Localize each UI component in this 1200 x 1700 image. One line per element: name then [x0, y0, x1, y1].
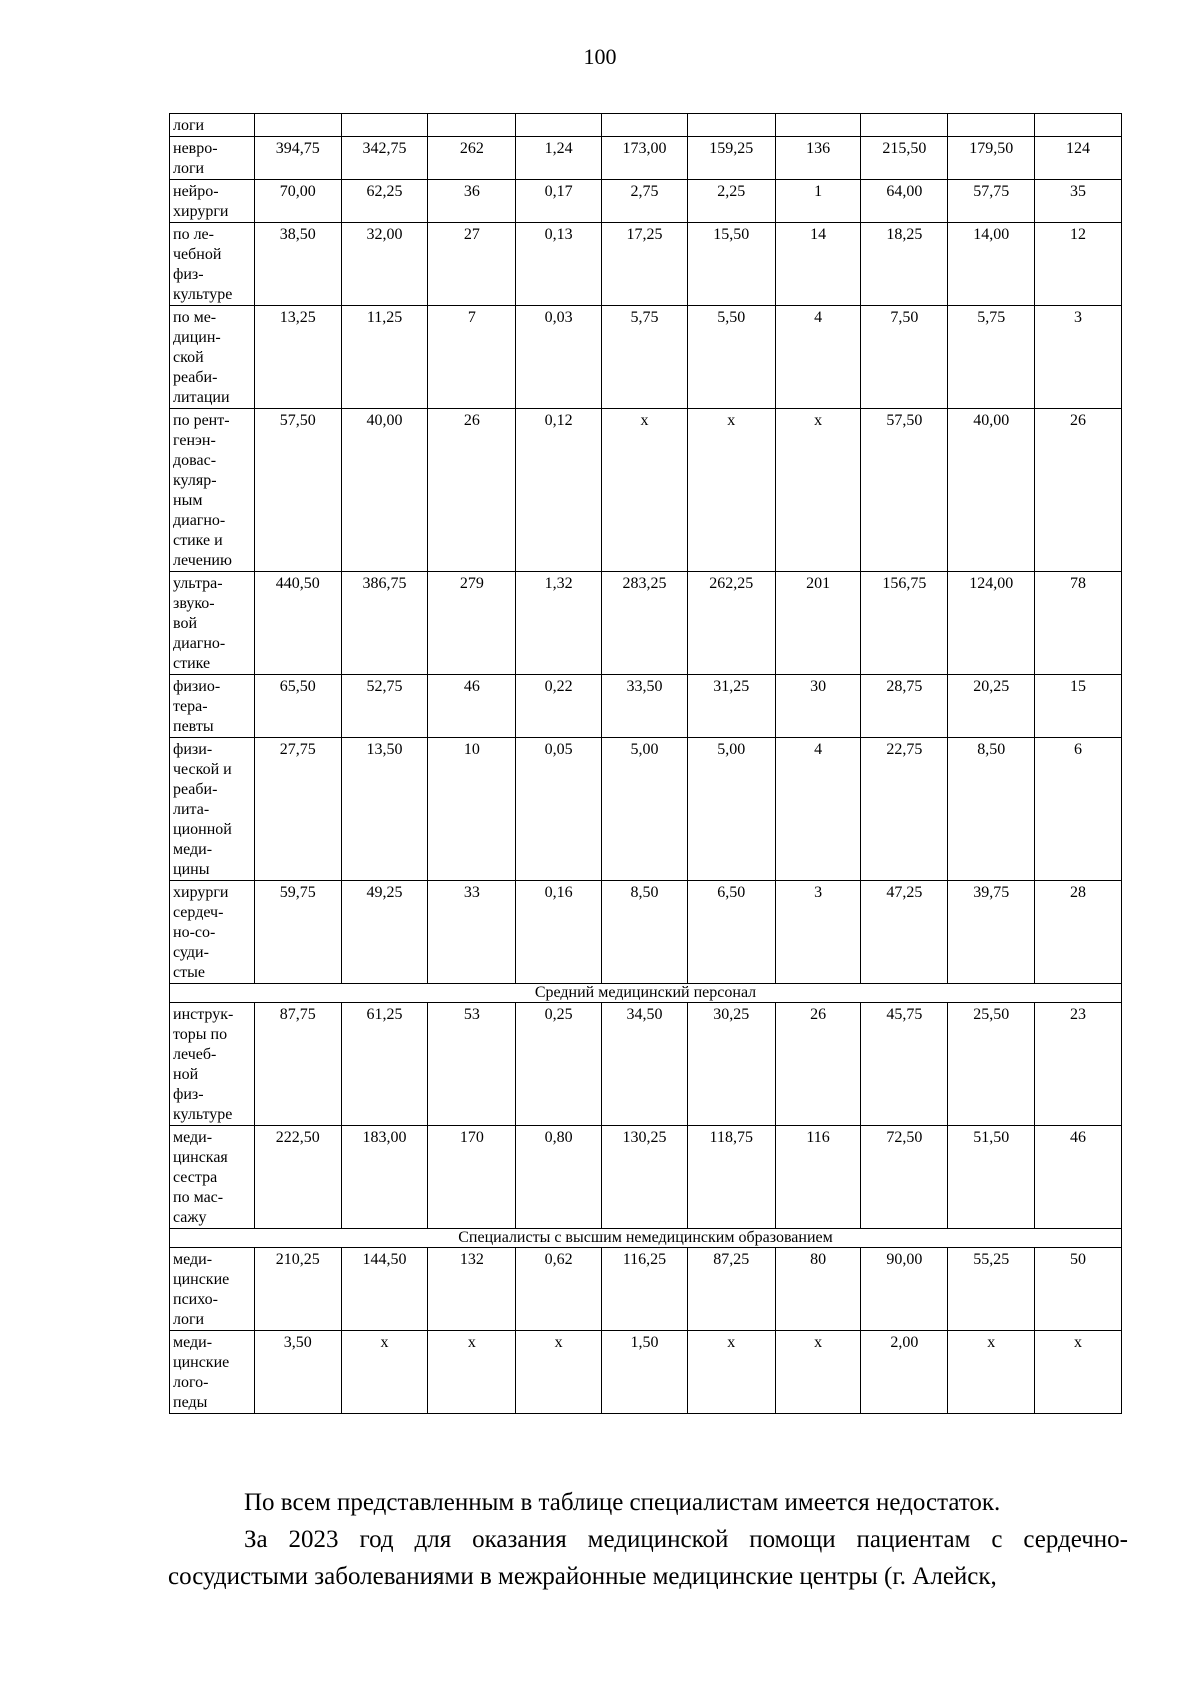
table-cell: 4 [775, 738, 861, 881]
table-cell: 170 [428, 1126, 516, 1229]
table-cell: 57,50 [254, 409, 341, 572]
table-cell: х [775, 1331, 861, 1414]
table-row [170, 1126, 1122, 1229]
table-cell: 262,25 [687, 572, 775, 675]
table-cell: 45,75 [861, 1003, 948, 1126]
table-cell: 57,50 [861, 409, 948, 572]
table-cell: 61,25 [341, 1003, 428, 1126]
table-cell: 65,50 [254, 675, 341, 738]
table-cell: 222,50 [254, 1126, 341, 1229]
table-cell: х [1035, 1331, 1122, 1414]
table-cell: 132 [428, 1248, 516, 1331]
table-cell: 52,75 [341, 675, 428, 738]
table-cell: х [428, 1331, 516, 1414]
table-cell: 136 [775, 137, 861, 180]
table-cell: 3 [775, 881, 861, 984]
table-cell: 51,50 [948, 1126, 1035, 1229]
table-cell [341, 114, 428, 137]
table-cell [602, 114, 688, 137]
table-cell: х [775, 409, 861, 572]
table-row [170, 137, 1122, 180]
table-cell: 0,80 [516, 1126, 602, 1229]
row-label: инструк- торы по лечеб- ной физ- культуре [170, 1003, 255, 1126]
table-cell: 116 [775, 1126, 861, 1229]
table-cell: 15,50 [687, 223, 775, 306]
table-cell: 10 [428, 738, 516, 881]
table-cell [254, 114, 341, 137]
table-cell: 87,75 [254, 1003, 341, 1126]
table-cell: 40,00 [948, 409, 1035, 572]
table-cell [687, 114, 775, 137]
row-label: по ле- чебной физ- культуре [170, 223, 255, 306]
table-row [170, 114, 1122, 137]
table-cell: 46 [428, 675, 516, 738]
row-label: меди- цинские психо- логи [170, 1248, 255, 1331]
table-cell: 33 [428, 881, 516, 984]
table-cell: 90,00 [861, 1248, 948, 1331]
table-cell: 210,25 [254, 1248, 341, 1331]
table-cell: 14 [775, 223, 861, 306]
table-cell: 5,75 [602, 306, 688, 409]
table-cell: 156,75 [861, 572, 948, 675]
table-cell: х [948, 1331, 1035, 1414]
table-cell: 283,25 [602, 572, 688, 675]
table-cell: 5,50 [687, 306, 775, 409]
table-cell: 1,32 [516, 572, 602, 675]
table-cell: 5,00 [602, 738, 688, 881]
table-cell: 28,75 [861, 675, 948, 738]
table-cell: 72,50 [861, 1126, 948, 1229]
table-cell: 2,75 [602, 180, 688, 223]
table-row [170, 223, 1122, 306]
row-label: невро- логи [170, 137, 255, 180]
table-cell: 215,50 [861, 137, 948, 180]
paragraph-shortage: По всем представленным в таблице специалистам имеется недостаток. [244, 1489, 1001, 1516]
table-cell: 64,00 [861, 180, 948, 223]
table-cell: 3 [1035, 306, 1122, 409]
table-cell: 0,17 [516, 180, 602, 223]
staffing-table [169, 113, 1122, 1414]
table-cell [1035, 114, 1122, 137]
table-row [170, 1248, 1122, 1331]
table-cell: 27,75 [254, 738, 341, 881]
table-cell: 80 [775, 1248, 861, 1331]
table-cell: 8,50 [602, 881, 688, 984]
table-cell: 0,22 [516, 675, 602, 738]
table-cell: 50 [1035, 1248, 1122, 1331]
table-cell: 25,50 [948, 1003, 1035, 1126]
row-label: нейро- хирурги [170, 180, 255, 223]
table-cell: 2,00 [861, 1331, 948, 1414]
table-cell: 116,25 [602, 1248, 688, 1331]
table-cell: 5,75 [948, 306, 1035, 409]
table-cell: 0,12 [516, 409, 602, 572]
table-cell: 38,50 [254, 223, 341, 306]
table-cell: 124 [1035, 137, 1122, 180]
table-cell: 6,50 [687, 881, 775, 984]
table-cell: 32,00 [341, 223, 428, 306]
table-cell: 39,75 [948, 881, 1035, 984]
table-cell: 27 [428, 223, 516, 306]
table-cell: 11,25 [341, 306, 428, 409]
row-label: меди- цинские лого- педы [170, 1331, 255, 1414]
table-row [170, 738, 1122, 881]
row-label: меди- цинская сестра по мас- сажу [170, 1126, 255, 1229]
table-cell [861, 114, 948, 137]
table-cell: 201 [775, 572, 861, 675]
table-cell: 78 [1035, 572, 1122, 675]
table-cell: 35 [1035, 180, 1122, 223]
table-row [170, 1003, 1122, 1126]
section-header-row [170, 984, 1122, 1003]
table-cell: 23 [1035, 1003, 1122, 1126]
table-cell: 26 [775, 1003, 861, 1126]
table-cell: 22,75 [861, 738, 948, 881]
paragraph-2023: За 2023 год для оказания медицинской помощи пациентам с сердечно-сосудистыми заболеваниями в межрайонные медицинские центры (г. Алейск, [168, 1526, 1128, 1590]
table-cell [948, 114, 1035, 137]
table-cell: 5,00 [687, 738, 775, 881]
table-cell: 47,25 [861, 881, 948, 984]
table-cell [428, 114, 516, 137]
row-label: по рент- генэн- довас- куляр- ным диагно- стике и лечению [170, 409, 255, 572]
table-cell: 34,50 [602, 1003, 688, 1126]
table-cell: 26 [428, 409, 516, 572]
table-row [170, 675, 1122, 738]
table-cell: 18,25 [861, 223, 948, 306]
table-cell: 0,13 [516, 223, 602, 306]
table-cell: 7,50 [861, 306, 948, 409]
table-cell: 49,25 [341, 881, 428, 984]
table-cell: 62,25 [341, 180, 428, 223]
table-cell: 124,00 [948, 572, 1035, 675]
table-cell: 440,50 [254, 572, 341, 675]
table-cell: 59,75 [254, 881, 341, 984]
table-cell: 53 [428, 1003, 516, 1126]
table-row [170, 409, 1122, 572]
table-cell [775, 114, 861, 137]
table-cell: 87,25 [687, 1248, 775, 1331]
table-cell: 13,50 [341, 738, 428, 881]
row-label: физио- тера- певты [170, 675, 255, 738]
table-cell: 6 [1035, 738, 1122, 881]
row-label: ультра- звуко- вой диагно- стике [170, 572, 255, 675]
table-cell: х [687, 1331, 775, 1414]
table-cell: 3,50 [254, 1331, 341, 1414]
table-cell: х [687, 409, 775, 572]
table-cell: 4 [775, 306, 861, 409]
table-cell: х [516, 1331, 602, 1414]
section-header: Средний медицинский персонал [170, 984, 1122, 1003]
page-number: 100 [583, 44, 617, 69]
table-cell: 0,62 [516, 1248, 602, 1331]
table-row [170, 572, 1122, 675]
table-cell: 144,50 [341, 1248, 428, 1331]
section-header-row [170, 1229, 1122, 1248]
table-cell: 57,75 [948, 180, 1035, 223]
table-cell: 20,25 [948, 675, 1035, 738]
table-cell: 394,75 [254, 137, 341, 180]
table-row [170, 1331, 1122, 1414]
table-cell: 386,75 [341, 572, 428, 675]
table-cell: 70,00 [254, 180, 341, 223]
table-cell: 30,25 [687, 1003, 775, 1126]
table-cell: 30 [775, 675, 861, 738]
table-cell: 26 [1035, 409, 1122, 572]
row-label: логи [170, 114, 255, 137]
table-cell: 130,25 [602, 1126, 688, 1229]
table-cell: 31,25 [687, 675, 775, 738]
table-cell: 28 [1035, 881, 1122, 984]
table-cell: 36 [428, 180, 516, 223]
table-cell: 1,50 [602, 1331, 688, 1414]
table-cell: 0,25 [516, 1003, 602, 1126]
section-header: Специалисты с высшим немедицинским образованием [170, 1229, 1122, 1248]
table-cell: 2,25 [687, 180, 775, 223]
table-cell: 55,25 [948, 1248, 1035, 1331]
table-cell: 342,75 [341, 137, 428, 180]
table-cell: 262 [428, 137, 516, 180]
table-cell: 173,00 [602, 137, 688, 180]
table-cell: 118,75 [687, 1126, 775, 1229]
row-label: физи- ческой и реаби- лита- ционной меди- цины [170, 738, 255, 881]
table-cell: 1 [775, 180, 861, 223]
table-cell: 46 [1035, 1126, 1122, 1229]
table-cell: 15 [1035, 675, 1122, 738]
table-cell [516, 114, 602, 137]
table-cell: 33,50 [602, 675, 688, 738]
table-cell: 0,05 [516, 738, 602, 881]
table-cell: х [602, 409, 688, 572]
table-cell: 12 [1035, 223, 1122, 306]
table-cell: 40,00 [341, 409, 428, 572]
table-cell: 159,25 [687, 137, 775, 180]
table-cell: 183,00 [341, 1126, 428, 1229]
table-row [170, 881, 1122, 984]
table-cell: 14,00 [948, 223, 1035, 306]
table-cell: 13,25 [254, 306, 341, 409]
table-cell: 17,25 [602, 223, 688, 306]
table-cell: 7 [428, 306, 516, 409]
table-cell: 0,03 [516, 306, 602, 409]
table-cell: 8,50 [948, 738, 1035, 881]
table-row [170, 180, 1122, 223]
table-cell: 1,24 [516, 137, 602, 180]
table-cell: 179,50 [948, 137, 1035, 180]
row-label: хирурги сердеч- но-со- суди- стые [170, 881, 255, 984]
table-cell: 0,16 [516, 881, 602, 984]
row-label: по ме- дицин- ской реаби- литации [170, 306, 255, 409]
table-cell: 279 [428, 572, 516, 675]
table-cell: х [341, 1331, 428, 1414]
table-row [170, 306, 1122, 409]
